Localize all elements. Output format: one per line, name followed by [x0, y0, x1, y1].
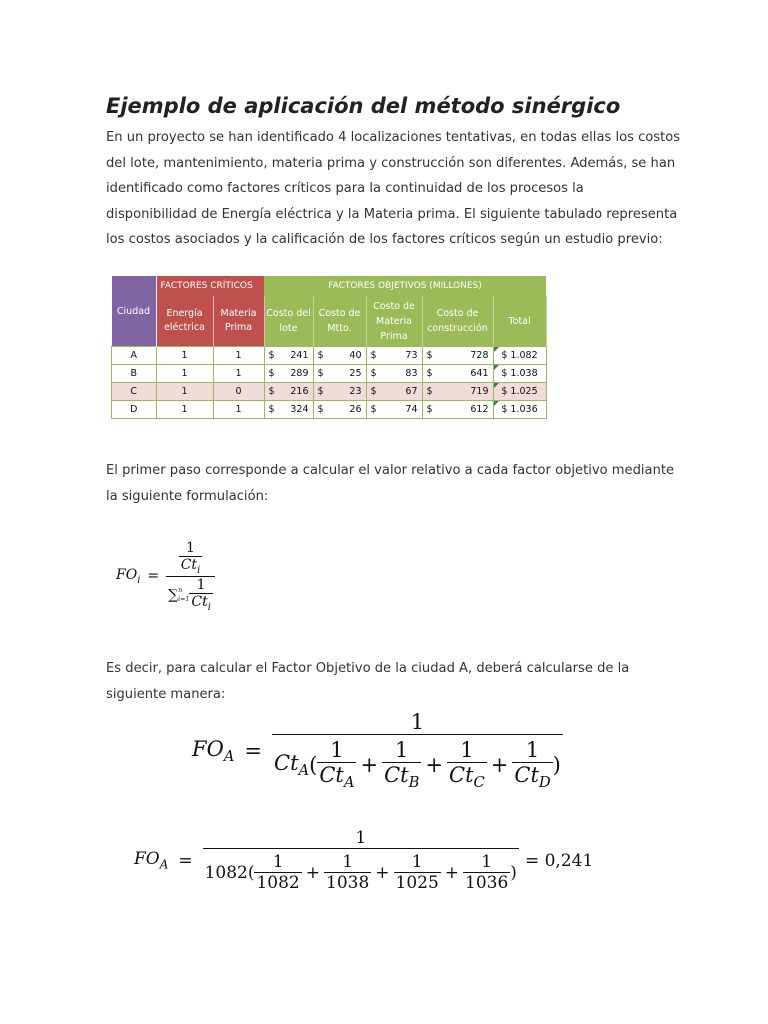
table-row [112, 383, 547, 401]
step1-line: El primer paso corresponde a calcular el valor relativo a cada factor objetivo mediante [106, 463, 675, 478]
intro-line: identificado como factores críticos para la continuidad de los procesos la [106, 181, 584, 196]
energy-cell: 1 [156, 401, 213, 419]
header-ciudad: Ciudad [112, 276, 157, 347]
material-cell: 0 [213, 383, 264, 401]
header-material: Materia Prima [213, 296, 264, 347]
material-cell: 1 [213, 365, 264, 383]
step2-paragraph [106, 656, 629, 707]
formula-term: 1038 [326, 873, 370, 893]
energy-cell: 1 [156, 383, 213, 401]
header-maint-cost: Costo de Mtto. [313, 296, 366, 347]
currency-symbol: $ [317, 404, 324, 415]
city-cell: D [112, 401, 157, 419]
formula-city-a-numeric: $FO_A$ = 1 1082( $\frac{1}{1082}$ + $\frac{1}{1038}$ + $\frac{1}{1025}$ + $\frac{1}{1036}$ ) = 0,241 [134, 828, 594, 893]
energy-cell: 1 [156, 347, 213, 365]
lot-cell: 241 [290, 350, 309, 361]
lot-cell: 289 [290, 368, 309, 379]
maint-cell: 25 [349, 368, 362, 379]
maint-cell: 26 [349, 404, 362, 415]
currency-symbol: $ [370, 368, 377, 379]
city-cell: A [112, 347, 157, 365]
formula-term: 1025 [395, 873, 439, 893]
material-cell: 1 [213, 401, 264, 419]
table-row [112, 347, 547, 365]
total-cell: $ 1.038 [493, 365, 546, 383]
currency-symbol: $ [370, 350, 377, 361]
currency-symbol: $ [268, 368, 275, 379]
header-raw-cost: Costo de Materia Prima [366, 296, 422, 347]
general-formula: $FO_i$ = $\frac{1}{Ct_i}$ ∑ n i=1 $\frac{1}{Ct_i}$ [116, 540, 215, 613]
table-row [112, 401, 547, 419]
intro-line: del lote, mantenimiento, materia prima y construcción son diferentes. Además, se han [106, 155, 676, 171]
currency-symbol: $ [370, 404, 377, 415]
header-build-cost: Costo de construcción [422, 296, 493, 347]
raw-cell: 74 [405, 404, 418, 415]
build-cell: 728 [470, 350, 489, 361]
city-cell: C [112, 383, 157, 401]
currency-symbol: $ [317, 368, 324, 379]
city-cell: B [112, 365, 157, 383]
table-row [112, 365, 547, 383]
formula-prefix: 1082( [204, 862, 255, 883]
energy-cell: 1 [156, 365, 213, 383]
step2-line: siguiente manera: [106, 686, 226, 702]
total-cell: $ 1.082 [493, 347, 546, 365]
currency-symbol: $ [370, 386, 377, 397]
header-energy: Energía eléctrica [156, 296, 213, 347]
formula-city-a-symbolic: $FO_A$ = 1 $Ct_A$ ( $\frac{1}{Ct_A}$ + $\frac{1}{Ct_B}$ + $\frac{1}{Ct_C}$ + $\frac{1}{Ct_D}$ ) [192, 710, 561, 792]
step1-line: la siguiente formulación: [106, 488, 269, 504]
formula-term: 1082 [256, 873, 300, 893]
formula-term: 1036 [465, 873, 509, 893]
formula-numerator: 1 [355, 828, 367, 848]
step1-paragraph [106, 458, 674, 509]
intro-paragraph [106, 125, 680, 253]
maint-cell: 23 [349, 386, 362, 397]
currency-symbol: $ [268, 350, 275, 361]
raw-cell: 83 [405, 368, 418, 379]
currency-symbol: $ [426, 368, 433, 379]
step2-line: Es decir, para calcular el Factor Objetivo de la ciudad A, deberá calcularse de la [106, 661, 630, 676]
material-cell: 1 [213, 347, 264, 365]
header-total: Total [493, 296, 546, 347]
lot-cell: 324 [290, 404, 309, 415]
raw-cell: 73 [405, 350, 418, 361]
raw-cell: 67 [405, 386, 418, 397]
total-cell: $ 1.036 [493, 401, 546, 419]
currency-symbol: $ [317, 386, 324, 397]
build-cell: 719 [470, 386, 489, 397]
header-lot-cost: Costo del lote [264, 296, 313, 347]
currency-symbol: $ [426, 404, 433, 415]
currency-symbol: $ [268, 386, 275, 397]
intro-line: En un proyecto se han identificado 4 localizaciones tentativas, en todas ellas los costos [106, 130, 681, 145]
build-cell: 641 [470, 368, 489, 379]
maint-cell: 40 [349, 350, 362, 361]
intro-line: los costos asociados y la calificación de los factores críticos según un estudio previo: [106, 232, 663, 247]
build-cell: 612 [470, 404, 489, 415]
intro-line: disponibilidad de Energía eléctrica y la Materia prima. El siguiente tabulado representa [106, 206, 678, 222]
cost-table [111, 276, 547, 419]
currency-symbol: $ [426, 386, 433, 397]
header-objective-group: FACTORES OBJETIVOS (MILLONES) [264, 276, 546, 296]
currency-symbol: $ [426, 350, 433, 361]
formula-result: = 0,241 [524, 850, 594, 871]
total-cell: $ 1.025 [493, 383, 546, 401]
currency-symbol: $ [268, 404, 275, 415]
currency-symbol: $ [317, 350, 324, 361]
header-critical-group: FACTORES CRÍTICOS [156, 276, 264, 296]
lot-cell: 216 [290, 386, 309, 397]
page-title: Ejemplo de aplicación del método sinérgico [106, 94, 621, 118]
